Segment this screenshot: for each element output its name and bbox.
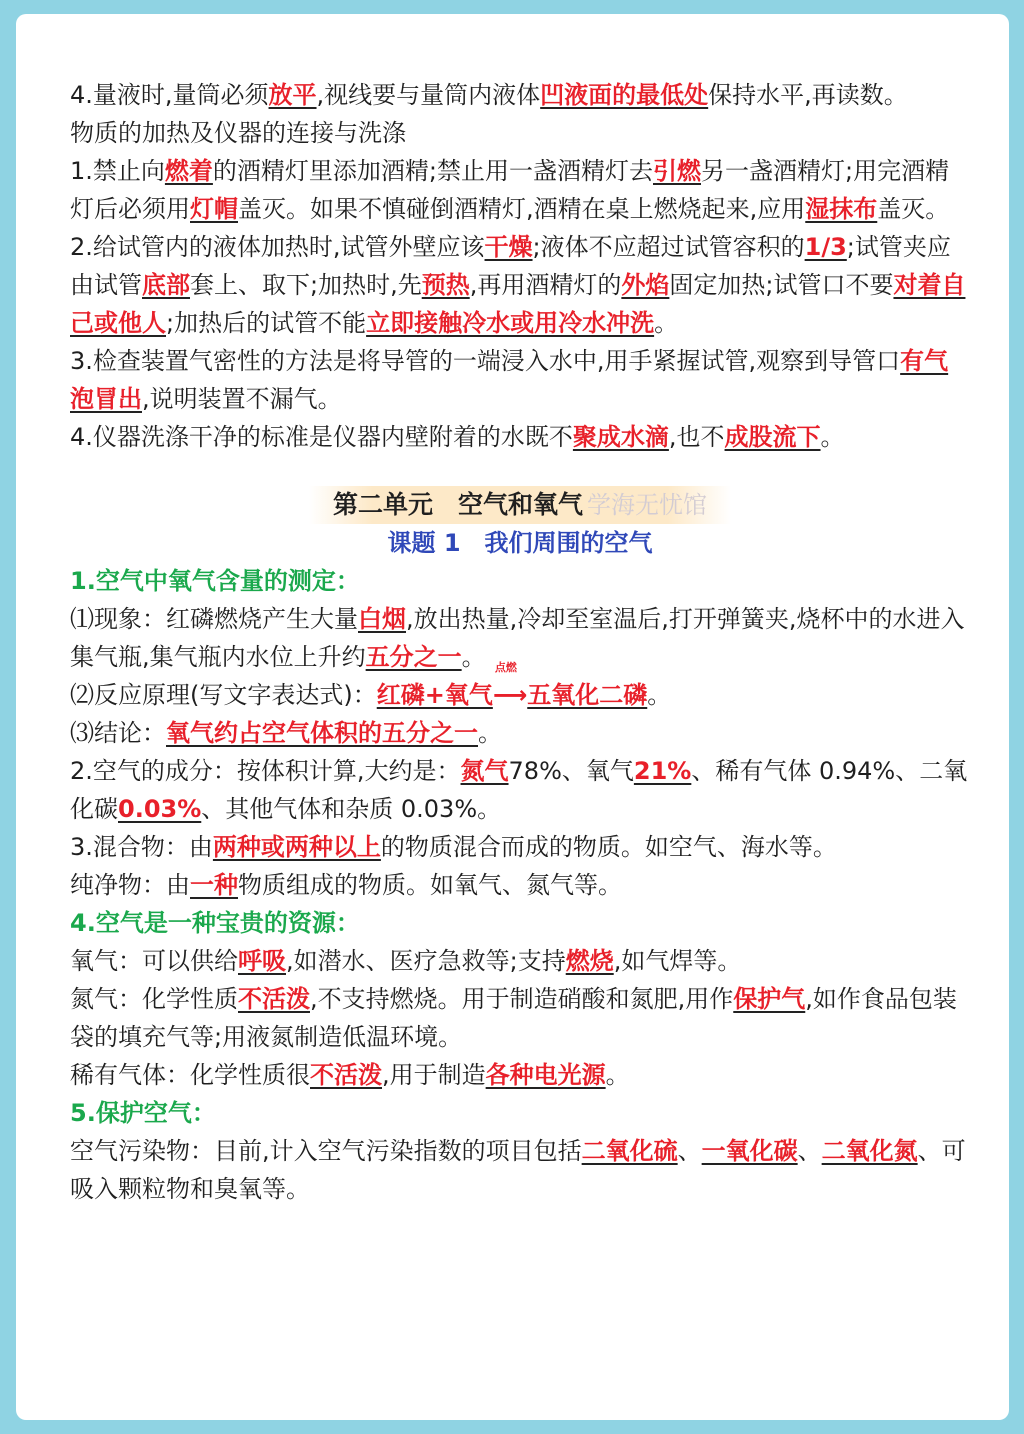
text: 1.禁止向 (70, 157, 165, 185)
answer-blank: 氮气 (460, 757, 509, 785)
text: ⑶结论： (70, 719, 166, 747)
notes-content (70, 76, 970, 1208)
text: 氧气：可以供给 (70, 947, 238, 975)
answer-blank: 一种 (190, 871, 238, 899)
text: 、其他气体和杂质 0.03%。 (201, 795, 502, 823)
answer-blank: 各种电光源 (485, 1061, 606, 1089)
text: ,也不 (668, 423, 725, 451)
paragraph-heating-2 (70, 228, 970, 342)
answer-blank: 一氧化碳 (701, 1137, 798, 1165)
answer-blank: 干燥 (484, 233, 533, 261)
answer-blank: 燃烧 (565, 947, 614, 975)
text: 2.空气的成分：按体积计算,大约是： (70, 757, 461, 785)
text: ;试管夹应由试管 (70, 233, 951, 299)
lesson-title: 课题 1 我们周围的空气 (387, 529, 653, 557)
watermark: 学海无忧馆 (587, 491, 707, 519)
text: ,如作食品包装袋的填充气等;用液氮制造低温环境。 (70, 985, 957, 1051)
text: ,再用酒精灯的 (469, 271, 622, 299)
answer-blank: 燃着 (164, 157, 213, 185)
answer-blank: 引燃 (653, 157, 701, 185)
text: 盖灭。如果不慎碰倒酒精灯,酒精在桌上燃烧起来,应用 (238, 195, 806, 223)
text: ;液体不应超过试管容积的 (532, 233, 805, 261)
answer-blank: 底部 (142, 271, 190, 299)
section-title-oxygen-measurement: 1.空气中氧气含量的测定： (70, 567, 360, 595)
answer-blank: 聚成水滴 (572, 423, 669, 451)
paragraph-mixture (70, 828, 970, 866)
paragraph-noble-gas-use (70, 1056, 970, 1094)
answer-blank: 二氧化硫 (581, 1137, 678, 1165)
unit-header (70, 456, 970, 524)
answer-blank: 放平 (268, 81, 317, 109)
text: ,如潜水、医疗急救等;支持 (286, 947, 566, 975)
paragraph-heating-3 (70, 342, 970, 418)
answer-blank: 立即接触冷水或用冷水冲洗 (366, 309, 655, 337)
text: 另一盏酒精灯;用完酒精灯后必须用 (70, 157, 950, 223)
text: 。 (461, 643, 486, 671)
text: ,放出热量,冷却至室温后,打开弹簧夹,烧杯中的水进入集气瓶,集气瓶内水位上升约 (70, 605, 965, 671)
text: 的物质混合而成的物质。如空气、海水等。 (380, 833, 837, 861)
text: 2.给试管内的液体加热时,试管外壁应该 (70, 233, 485, 261)
text: ⑵反应原理(写文字表达式)： (70, 681, 377, 709)
text: 。 (605, 1061, 630, 1089)
text: 盖灭。 (877, 195, 950, 223)
paragraph-heating-1 (70, 152, 970, 228)
text: ,用于制造 (382, 1061, 486, 1089)
section-title-protect-air: 5.保护空气： (70, 1099, 216, 1127)
text: 4.量液时,量筒必须 (70, 81, 269, 109)
text: ⑴现象：红磷燃烧产生大量 (70, 605, 358, 633)
text: 78%、氧气 (508, 757, 634, 785)
paragraph-reaction (70, 661, 970, 714)
page-card (16, 14, 1009, 1420)
paragraph-pure-substance (70, 866, 970, 904)
text: 套上、取下;加热时,先 (190, 271, 422, 299)
answer-blank: 呼吸 (238, 947, 286, 975)
text: 氮气：化学性质 (70, 985, 238, 1013)
answer-blank: 外焰 (621, 271, 670, 299)
paragraph-oxygen-use (70, 942, 970, 980)
text: 、 (677, 1137, 702, 1165)
text: 的酒精灯里添加酒精;禁止用一盏酒精灯去 (212, 157, 653, 185)
heading-heating: 物质的加热及仪器的连接与洗涤 (70, 119, 406, 147)
answer-blank: 二氧化氮 (821, 1137, 918, 1165)
text: 、稀有气体 0.94%、二氧化碳 (70, 757, 968, 823)
text: 。 (820, 423, 845, 451)
text: 4.仪器洗涤干净的标准是仪器内壁附着的水既不 (70, 423, 573, 451)
text: 。 (654, 309, 679, 337)
text: 。 (478, 719, 502, 747)
text: 保持水平,再读数。 (708, 81, 908, 109)
text: ,不支持燃烧。用于制造硝酸和氮肥,用作 (310, 985, 734, 1013)
text: ,说明装置不漏气。 (142, 385, 342, 413)
text: 、可吸入颗粒物和臭氧等。 (70, 1137, 966, 1203)
text: 3.混合物：由 (70, 833, 213, 861)
answer-blank: 两种或两种以上 (212, 833, 381, 861)
answer-blank: 预热 (421, 271, 470, 299)
section-title-resource: 4.空气是一种宝贵的资源： (70, 909, 360, 937)
answer-blank: 凹液面的最低处 (540, 81, 709, 109)
paragraph-air-composition (70, 752, 970, 828)
answer-blank: 灯帽 (190, 195, 238, 223)
answer-blank: 1/3 (804, 233, 847, 261)
reaction-arrow (492, 661, 528, 714)
paragraph-phenomenon (70, 600, 970, 676)
answer-blank: 氧气约占空气体积的五分之一 (166, 719, 478, 747)
text: ;加热后的试管不能 (166, 309, 367, 337)
text: 物质组成的物质。如氧气、氮气等。 (238, 871, 622, 899)
paragraph-heating-4 (70, 418, 970, 456)
products: 五氧化二磷 (527, 681, 648, 709)
paragraph-pollutants (70, 1132, 970, 1208)
text: ,视线要与量筒内液体 (316, 81, 541, 109)
reaction-condition: 点燃 (494, 661, 517, 674)
answer-blank: 保护气 (733, 985, 806, 1013)
answer-blank: 不活泼 (310, 1061, 382, 1089)
paragraph-nitrogen-use (70, 980, 970, 1056)
answer-blank: 湿抹布 (805, 195, 878, 223)
arrow-icon: ⟶ (492, 681, 528, 709)
text: 。 (647, 681, 672, 709)
unit-title (309, 486, 731, 524)
answer-blank: 不活泼 (238, 985, 310, 1013)
answer-blank: 成股流下 (724, 423, 821, 451)
answer-blank: 五分之一 (365, 643, 462, 671)
text: 、 (797, 1137, 822, 1165)
text: 3.检查装置气密性的方法是将导管的一端浸入水中,用手紧握试管,观察到导管口 (70, 347, 901, 375)
answer-blank: 0.03% (118, 795, 202, 823)
answer-blank: 有气泡冒出 (70, 347, 949, 413)
paragraph-conclusion (70, 714, 970, 752)
text: 稀有气体：化学性质很 (70, 1061, 310, 1089)
text: 空气污染物：目前,计入空气污染指数的项目包括 (70, 1137, 582, 1165)
text: 固定加热;试管口不要 (669, 271, 894, 299)
unit-title-text: 第二单元 空气和氧气 (332, 490, 583, 519)
text: ,如气焊等。 (613, 947, 742, 975)
paragraph-measuring (70, 76, 970, 114)
answer-blank: 白烟 (358, 605, 406, 633)
answer-blank: 21% (633, 757, 692, 785)
answer-blank-equation (376, 661, 648, 709)
reactants: 红磷+氧气 (376, 681, 493, 709)
text: 纯净物：由 (70, 871, 190, 899)
answer-blank: 对着自己或他人 (70, 271, 966, 337)
